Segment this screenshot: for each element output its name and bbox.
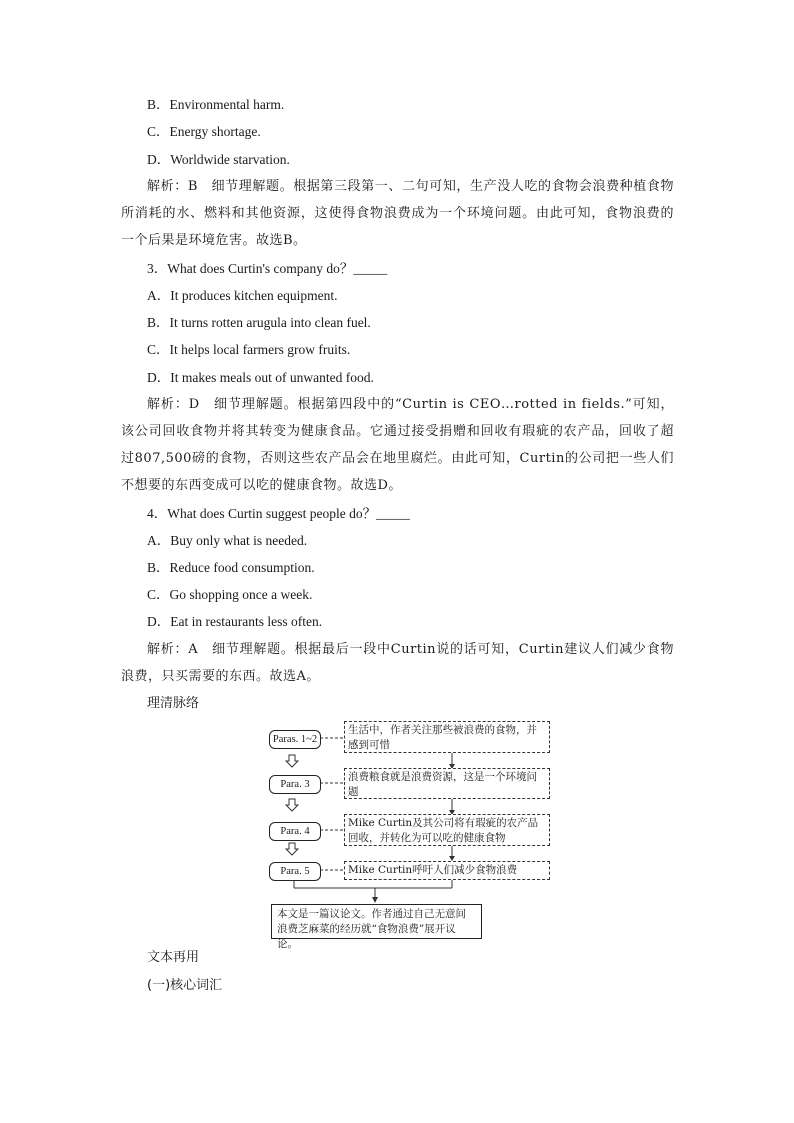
q3-option-c: C．It helps local farmers grow fruits. [147,342,351,357]
para-label-3: Para. 3 [269,775,321,794]
analysis-text: D 细节理解题。根据第四段中的“Curtin is CEO…rotted in fields.”可知，该公司回收食物并将其转变为健康食品。它通过接受捐赠和回收有瑕疵的农产品，回收了超过807,500磅的食物，否则这些农产品会在地里腐烂。由此可知，Curtin的公司把一些人们不想要的东西变成可以吃的健康食物。故选D。 [121,397,674,493]
para-summary-5: Mike Curtin呼吁人们减少食物浪费 [344,861,550,880]
reuse-heading: 文本再用 [147,950,200,965]
analysis-tag: 解析： [147,179,188,194]
q4-option-d: D．Eat in restaurants less often. [147,614,323,629]
para-label-5: Para. 5 [269,862,321,881]
analysis-text: B 细节理解题。根据第三段第一、二句可知，生产没人吃的食物会浪费种植食物所消耗的水、燃料和其他资源，这使得食物浪费成为一个环境问题。由此可知，食物浪费的一个后果是环境危害。故选B。 [121,179,674,248]
para-label-1-2: Paras. 1~2 [269,730,321,749]
q2-option-d: D．Worldwide starvation. [147,152,290,167]
q3-question: 3．What does Curtin's company do？_____ [147,261,388,276]
para-summary-1-2: 生活中，作者关注那些被浪费的食物，并感到可惜 [344,721,550,753]
analysis-text: A 细节理解题。根据最后一段中Curtin说的话可知，Curtin建议人们减少食物浪费，只买需要的东西。故选A。 [121,642,674,684]
q4-option-c: C．Go shopping once a week. [147,587,313,602]
analysis-tag: 解析： [147,642,189,657]
q3-option-a: A．It produces kitchen equipment. [147,288,338,303]
reuse-subheading: (一)核心词汇 [147,978,223,993]
q4-question: 4．What does Curtin suggest people do？_____ [147,506,410,521]
para-summary-3: 浪费粮食就是浪费资源，这是一个环境问题 [344,768,550,799]
q2-option-b: B．Environmental harm. [147,97,285,112]
para-label-4: Para. 4 [269,822,321,841]
q3-option-d: D．It makes meals out of unwanted food. [147,370,374,385]
q2-option-c: C．Energy shortage. [147,124,261,139]
analysis-tag: 解析： [147,397,189,412]
q4-option-b: B．Reduce food consumption. [147,560,315,575]
article-summary-box: 本文是一篇议论文。作者通过自己无意间浪费芝麻菜的经历就“食物浪费”展开议论。 [271,904,482,939]
q3-option-b: B．It turns rotten arugula into clean fuel. [147,315,371,330]
q4-option-a: A．Buy only what is needed. [147,533,308,548]
para-summary-4: Mike Curtin及其公司将有瑕疵的农产品回收，并转化为可以吃的健康食物 [344,814,550,846]
structure-heading: 理清脉络 [147,696,200,711]
